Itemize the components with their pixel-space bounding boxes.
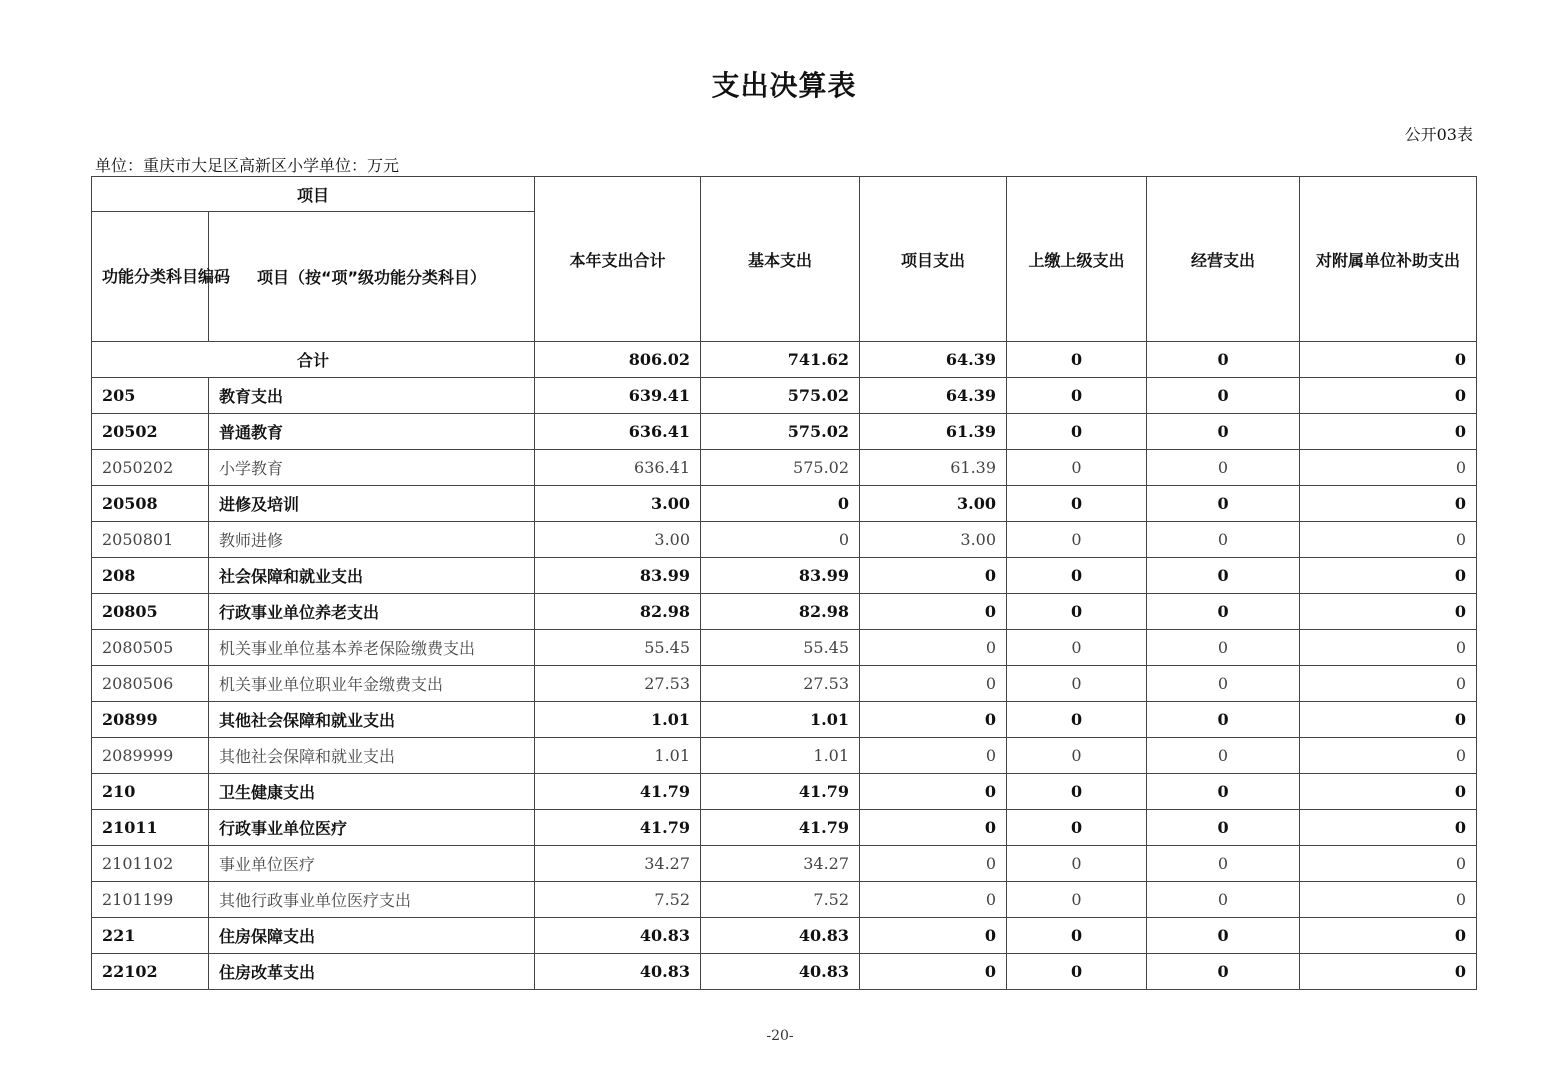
upper-cell: 0 <box>1007 450 1147 486</box>
header-total: 本年支出合计 <box>535 177 701 342</box>
total-cell: 7.52 <box>535 882 701 918</box>
basic-cell: 41.79 <box>701 810 860 846</box>
table-row <box>92 738 1477 774</box>
total-cell: 3.00 <box>535 486 701 522</box>
upper-cell: 0 <box>1007 810 1147 846</box>
business-cell: 0 <box>1147 774 1300 810</box>
project-cell: 0 <box>860 594 1007 630</box>
name-cell: 行政事业单位医疗 <box>209 810 535 846</box>
basic-cell: 34.27 <box>701 846 860 882</box>
upper-cell: 0 <box>1007 522 1147 558</box>
subsidy-cell: 0 <box>1300 774 1477 810</box>
total-cell: 636.41 <box>535 414 701 450</box>
subsidy-cell: 0 <box>1300 810 1477 846</box>
subsidy-cell: 0 <box>1300 738 1477 774</box>
total-cell: 41.79 <box>535 810 701 846</box>
business-cell: 0 <box>1147 378 1300 414</box>
code-cell: 22102 <box>92 954 209 990</box>
business-cell: 0 <box>1147 522 1300 558</box>
basic-cell: 575.02 <box>701 450 860 486</box>
code-cell: 210 <box>92 774 209 810</box>
table-row <box>92 414 1477 450</box>
table-row <box>92 594 1477 630</box>
header-item-name: 项目（按“项”级功能分类科目） <box>209 212 535 342</box>
total-cell: 1.01 <box>535 738 701 774</box>
basic-cell: 40.83 <box>701 918 860 954</box>
project-cell: 3.00 <box>860 522 1007 558</box>
basic-cell: 1.01 <box>701 702 860 738</box>
business-cell: 0 <box>1147 666 1300 702</box>
subsidy-cell: 0 <box>1300 666 1477 702</box>
page-number: -20- <box>766 1028 794 1044</box>
code-cell: 20508 <box>92 486 209 522</box>
subsidy-cell: 0 <box>1300 378 1477 414</box>
project-cell: 0 <box>860 810 1007 846</box>
name-cell: 其他社会保障和就业支出 <box>209 702 535 738</box>
basic-cell: 27.53 <box>701 666 860 702</box>
project-cell: 0 <box>860 738 1007 774</box>
basic-cell: 741.62 <box>701 342 860 378</box>
subsidy-cell: 0 <box>1300 558 1477 594</box>
name-cell: 教育支出 <box>209 378 535 414</box>
code-cell: 20502 <box>92 414 209 450</box>
name-cell: 其他行政事业单位医疗支出 <box>209 882 535 918</box>
table-row <box>92 630 1477 666</box>
project-cell: 61.39 <box>860 414 1007 450</box>
basic-cell: 1.01 <box>701 738 860 774</box>
total-cell: 27.53 <box>535 666 701 702</box>
table-row <box>92 810 1477 846</box>
upper-cell: 0 <box>1007 666 1147 702</box>
project-cell: 64.39 <box>860 378 1007 414</box>
basic-cell: 0 <box>701 486 860 522</box>
business-cell: 0 <box>1147 918 1300 954</box>
table-row <box>92 666 1477 702</box>
page-title: 支出决算表 <box>711 69 857 102</box>
code-cell: 2101199 <box>92 882 209 918</box>
name-cell: 机关事业单位基本养老保险缴费支出 <box>209 630 535 666</box>
basic-cell: 55.45 <box>701 630 860 666</box>
subsidy-cell: 0 <box>1300 954 1477 990</box>
name-cell: 卫生健康支出 <box>209 774 535 810</box>
header-upper: 上缴上级支出 <box>1007 177 1147 342</box>
header-business: 经营支出 <box>1147 177 1300 342</box>
upper-cell: 0 <box>1007 486 1147 522</box>
total-cell: 636.41 <box>535 450 701 486</box>
business-cell: 0 <box>1147 342 1300 378</box>
total-cell: 40.83 <box>535 954 701 990</box>
subsidy-cell: 0 <box>1300 450 1477 486</box>
project-cell: 0 <box>860 846 1007 882</box>
basic-cell: 82.98 <box>701 594 860 630</box>
upper-cell: 0 <box>1007 342 1147 378</box>
upper-cell: 0 <box>1007 882 1147 918</box>
code-cell: 208 <box>92 558 209 594</box>
upper-cell: 0 <box>1007 954 1147 990</box>
total-cell: 41.79 <box>535 774 701 810</box>
business-cell: 0 <box>1147 450 1300 486</box>
name-cell: 教师进修 <box>209 522 535 558</box>
code-cell: 205 <box>92 378 209 414</box>
code-cell: 20899 <box>92 702 209 738</box>
upper-cell: 0 <box>1007 774 1147 810</box>
code-cell: 2101102 <box>92 846 209 882</box>
total-cell: 55.45 <box>535 630 701 666</box>
project-cell: 0 <box>860 882 1007 918</box>
business-cell: 0 <box>1147 630 1300 666</box>
upper-cell: 0 <box>1007 738 1147 774</box>
subsidy-cell: 0 <box>1300 594 1477 630</box>
code-cell: 2080506 <box>92 666 209 702</box>
upper-cell: 0 <box>1007 594 1147 630</box>
total-cell: 83.99 <box>535 558 701 594</box>
project-cell: 61.39 <box>860 450 1007 486</box>
project-cell: 0 <box>860 666 1007 702</box>
name-cell: 行政事业单位养老支出 <box>209 594 535 630</box>
upper-cell: 0 <box>1007 378 1147 414</box>
upper-cell: 0 <box>1007 414 1147 450</box>
subsidy-cell: 0 <box>1300 522 1477 558</box>
business-cell: 0 <box>1147 702 1300 738</box>
table-row <box>92 558 1477 594</box>
business-cell: 0 <box>1147 594 1300 630</box>
upper-cell: 0 <box>1007 558 1147 594</box>
business-cell: 0 <box>1147 558 1300 594</box>
business-cell: 0 <box>1147 954 1300 990</box>
code-cell: 2080505 <box>92 630 209 666</box>
header-func-code: 功能分类科目编码 <box>92 212 209 342</box>
business-cell: 0 <box>1147 846 1300 882</box>
upper-cell: 0 <box>1007 702 1147 738</box>
table-row <box>92 918 1477 954</box>
subsidy-cell: 0 <box>1300 882 1477 918</box>
total-label: 合计 <box>92 342 535 378</box>
name-cell: 事业单位医疗 <box>209 846 535 882</box>
form-number: 公开03表 <box>1404 125 1473 144</box>
total-cell: 82.98 <box>535 594 701 630</box>
subsidy-cell: 0 <box>1300 846 1477 882</box>
business-cell: 0 <box>1147 738 1300 774</box>
header-subsidy: 对附属单位补助支出 <box>1300 177 1477 342</box>
project-cell: 0 <box>860 918 1007 954</box>
business-cell: 0 <box>1147 810 1300 846</box>
table-row <box>92 846 1477 882</box>
code-cell: 2050202 <box>92 450 209 486</box>
table-row <box>92 702 1477 738</box>
name-cell: 小学教育 <box>209 450 535 486</box>
total-cell: 40.83 <box>535 918 701 954</box>
basic-cell: 7.52 <box>701 882 860 918</box>
subsidy-cell: 0 <box>1300 918 1477 954</box>
total-cell: 1.01 <box>535 702 701 738</box>
table-row <box>92 378 1477 414</box>
basic-cell: 575.02 <box>701 378 860 414</box>
upper-cell: 0 <box>1007 630 1147 666</box>
table-row <box>92 522 1477 558</box>
basic-cell: 40.83 <box>701 954 860 990</box>
code-cell: 2089999 <box>92 738 209 774</box>
name-cell: 机关事业单位职业年金缴费支出 <box>209 666 535 702</box>
table-row <box>92 486 1477 522</box>
code-cell: 2050801 <box>92 522 209 558</box>
subsidy-cell: 0 <box>1300 486 1477 522</box>
unit-line: 单位：重庆市大足区高新区小学单位：万元 <box>95 156 400 175</box>
name-cell: 社会保障和就业支出 <box>209 558 535 594</box>
subsidy-cell: 0 <box>1300 414 1477 450</box>
expenditure-table <box>91 176 1477 990</box>
total-cell: 3.00 <box>535 522 701 558</box>
project-cell: 0 <box>860 702 1007 738</box>
subsidy-cell: 0 <box>1300 630 1477 666</box>
name-cell: 住房改革支出 <box>209 954 535 990</box>
table-row <box>92 774 1477 810</box>
name-cell: 住房保障支出 <box>209 918 535 954</box>
total-row <box>92 342 1477 378</box>
code-cell: 20805 <box>92 594 209 630</box>
project-cell: 0 <box>860 558 1007 594</box>
project-cell: 0 <box>860 774 1007 810</box>
subsidy-cell: 0 <box>1300 342 1477 378</box>
upper-cell: 0 <box>1007 846 1147 882</box>
basic-cell: 83.99 <box>701 558 860 594</box>
code-cell: 21011 <box>92 810 209 846</box>
header-project: 项目支出 <box>860 177 1007 342</box>
business-cell: 0 <box>1147 882 1300 918</box>
project-cell: 64.39 <box>860 342 1007 378</box>
name-cell: 其他社会保障和就业支出 <box>209 738 535 774</box>
name-cell: 进修及培训 <box>209 486 535 522</box>
project-cell: 0 <box>860 630 1007 666</box>
business-cell: 0 <box>1147 486 1300 522</box>
code-cell: 221 <box>92 918 209 954</box>
business-cell: 0 <box>1147 414 1300 450</box>
table-row <box>92 450 1477 486</box>
total-cell: 34.27 <box>535 846 701 882</box>
header-item: 项目 <box>92 177 535 212</box>
project-cell: 0 <box>860 954 1007 990</box>
basic-cell: 575.02 <box>701 414 860 450</box>
subsidy-cell: 0 <box>1300 702 1477 738</box>
project-cell: 3.00 <box>860 486 1007 522</box>
total-cell: 806.02 <box>535 342 701 378</box>
total-cell: 639.41 <box>535 378 701 414</box>
table-row <box>92 954 1477 990</box>
table-row <box>92 882 1477 918</box>
upper-cell: 0 <box>1007 918 1147 954</box>
basic-cell: 0 <box>701 522 860 558</box>
name-cell: 普通教育 <box>209 414 535 450</box>
basic-cell: 41.79 <box>701 774 860 810</box>
header-basic: 基本支出 <box>701 177 860 342</box>
